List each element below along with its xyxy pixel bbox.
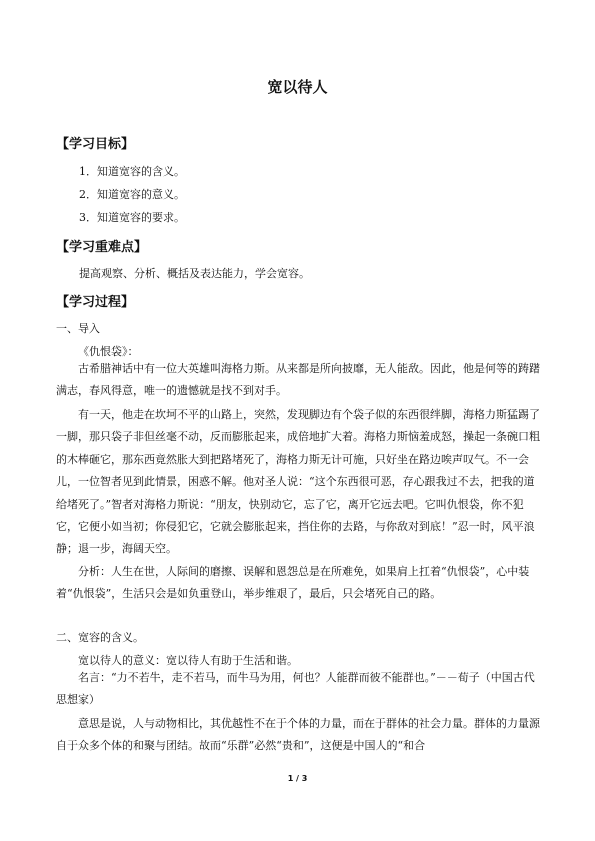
meaning-text: 宽以待人的意义：宽以待人有助于生活和谐。: [78, 654, 298, 667]
keypoints-text: 提高观察、分析、概括及表达能力，学会宽容。: [79, 267, 310, 280]
story-paragraph-2: 有一天，他走在坎坷不平的山路上，突然，发现脚边有个袋子似的东西很绊脚，海格力斯猛踢了一脚，那只袋子非但丝毫不动，反而膨胀起来，成倍地扩大着。海格力斯恼羞成怒，操起一条碗口粗的木棒砸它，那东西竟然胀大到把路堵死了，海格力斯无计可施，只好坐在路边唉声叹气。不一会儿，一位智者见到此情景，困惑不解。他对圣人说：“这个东西很可恶，存心跟我过不去，把我的道给堵死了。”智者对海格力斯说：“朋友，快别动它，忘了它，离开它远去吧。它叫仇恨袋，你不犯它，它便小如当初；你侵犯它，它就会膨胀起来，挡住你的去路，与你敌对到底！”忍一时，风平浪静；退一步，海阔天空。: [56, 408, 540, 556]
quote-paragraph: 名言：“力不若牛，走不若马，而牛马为用，何也？人能群而彼不能群也。”－－荀子（中国古代思想家）: [56, 671, 535, 707]
goal-item: 2．知道宽容的意义。: [79, 188, 185, 201]
story-title: 《仇恨袋》：: [78, 345, 139, 358]
goal-item: 3．知道宽容的要求。: [79, 211, 185, 224]
meaning-heading: 二、宽容的含义。: [56, 631, 144, 644]
section-heading-keypoints: 【学习重难点】: [56, 240, 148, 255]
explanation-paragraph: 意思是说，人与动物相比，其优越性不在于个体的力量，而在于群体的社会力量。群体的力量源自于众多个体的和聚与团结。故而“乐群”必然“贵和”，这便是中国人的“和合: [56, 717, 540, 753]
page-number: 1 / 3: [287, 774, 308, 783]
section-heading-goals: 【学习目标】: [56, 137, 135, 152]
story-paragraph-1: 古希腊神话中有一位大英雄叫海格力斯。从来都是所向披靡，无人能敌。因此，他是何等的踌躇满志，春风得意，唯一的遗憾就是找不到对手。: [56, 362, 540, 398]
analysis-paragraph: 分析：人生在世，人际间的磨擦、误解和恩怨总是在所难免，如果肩上扛着“仇恨袋”，心中装着“仇恨袋”，生活只会是如负重登山，举步维艰了，最后，只会堵死自己的路。: [56, 565, 530, 601]
intro-heading: 一、导入: [56, 322, 100, 335]
page-title: 宽以待人: [267, 78, 328, 96]
goal-item: 1．知道宽容的含义。: [79, 165, 185, 178]
section-heading-process: 【学习过程】: [56, 295, 135, 310]
